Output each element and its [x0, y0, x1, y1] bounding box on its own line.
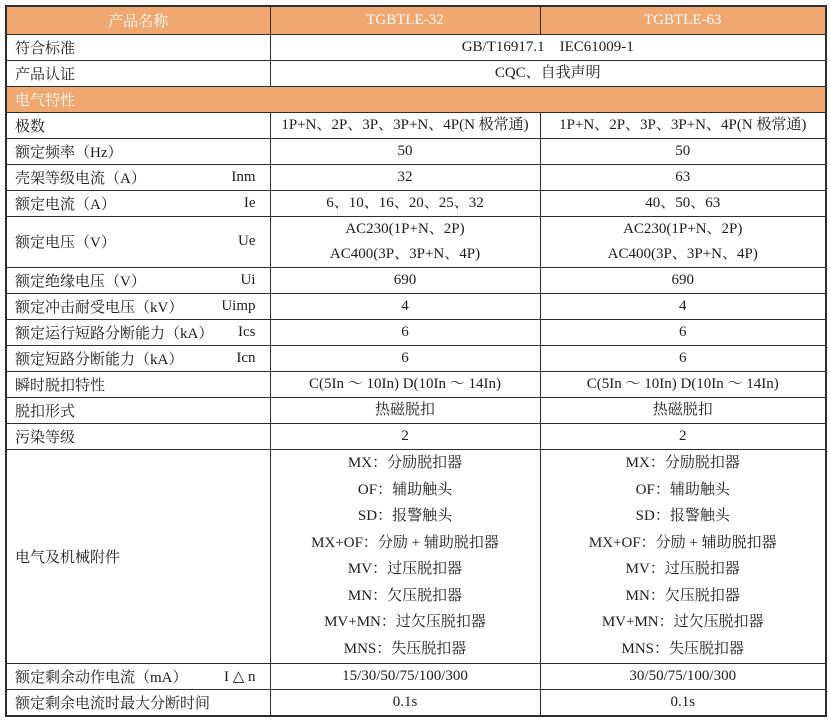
value-cell: [540, 216, 826, 267]
value-line: 热磁脱扣: [374, 401, 435, 418]
row-label-cell: [6, 423, 270, 449]
value-line: 4: [401, 297, 409, 314]
value-cell: [270, 345, 540, 371]
value-cell: [270, 319, 540, 345]
header-model-tgbtle-32: TGBTLE-32: [270, 6, 540, 34]
table-row: [6, 449, 826, 663]
value-line: AC230(1P+N、2P): [623, 220, 743, 237]
table-header: [6, 6, 826, 34]
table-row: [6, 319, 826, 345]
value-line: MX：分励脱扣器: [625, 455, 740, 471]
header-model-tgbtle-63: TGBTLE-63: [540, 6, 826, 34]
value-line: CQC、自我声明: [494, 64, 601, 81]
value-line: MV+MN：过欠压脱扣器: [324, 614, 486, 630]
value-cell: [540, 397, 826, 423]
row-label: 额定电流（A）: [15, 196, 116, 213]
row-label: 额定剩余动作电流（mA）: [15, 669, 188, 686]
row-label-cell: [6, 397, 270, 423]
row-label: 额定短路分断能力（kA）: [15, 351, 184, 368]
row-label: 额定频率（Hz）: [15, 144, 123, 161]
value-cell: [270, 138, 540, 164]
value-line: 32: [397, 168, 413, 185]
row-label-wrap: [7, 193, 270, 214]
value-line: 4: [679, 297, 687, 314]
product-spec-table: [5, 5, 827, 717]
row-label-cell: [6, 293, 270, 319]
value-line: 1P+N、2P、3P、3P+N、4P(N 极常通): [281, 116, 529, 133]
row-label-cell: [6, 34, 270, 60]
row-label-cell: [6, 60, 270, 86]
row-label-wrap: [7, 115, 270, 136]
value-cell: [270, 689, 540, 716]
row-label: 脱扣形式: [15, 403, 76, 420]
row-label: 额定冲击耐受电压（kV）: [15, 299, 184, 316]
section-title: 电气特性: [6, 86, 826, 112]
value-line: AC230(1P+N、2P): [345, 220, 465, 237]
value-cell: [540, 449, 826, 663]
value-cell: [540, 319, 826, 345]
value-line: 6: [679, 349, 687, 366]
row-label-cell: [6, 689, 270, 716]
row-label-wrap: [7, 400, 270, 421]
row-label-cell: [6, 216, 270, 267]
row-label: 产品认证: [15, 66, 76, 83]
value-line: MX+OF：分励 + 辅助脱扣器: [311, 534, 499, 551]
value-cell: [270, 112, 540, 138]
row-label: 额定电压（V）: [15, 235, 116, 251]
value-line: 6: [679, 323, 687, 340]
table-row: [6, 86, 826, 112]
table-row: [6, 371, 826, 397]
table-row: [6, 397, 826, 423]
row-label-wrap: [7, 37, 270, 58]
row-label-cell: [6, 138, 270, 164]
value-cell: [540, 164, 826, 190]
row-label-wrap: [7, 348, 270, 369]
value-line: MN：欠压脱扣器: [347, 587, 463, 604]
value-line: AC400(3P、3P+N、4P): [329, 245, 481, 262]
value-cell: [540, 663, 826, 689]
row-symbol: Icn: [236, 349, 256, 366]
row-symbol: Ie: [243, 194, 256, 211]
table-row: [6, 138, 826, 164]
row-label: 符合标准: [15, 40, 76, 57]
value-line: MN：欠压脱扣器: [625, 587, 740, 604]
value-cell: [540, 293, 826, 319]
row-label: 极数: [15, 118, 46, 135]
value-cell: [540, 138, 826, 164]
value-cell: [270, 449, 540, 663]
row-label-cell: [6, 112, 270, 138]
row-label: 壳架等级电流（A）: [15, 170, 146, 187]
value-line: AC400(3P、3P+N、4P): [607, 245, 758, 262]
value-cell: [270, 293, 540, 319]
row-label-wrap: [7, 692, 270, 713]
row-label-wrap: [7, 63, 270, 84]
value-line: 30/50/75/100/300: [629, 667, 737, 684]
value-line: 6: [401, 323, 409, 340]
row-label-wrap: [7, 666, 270, 687]
value-line: MV+MN：过欠压脱扣器: [601, 614, 764, 630]
row-label-cell: [6, 190, 270, 216]
table-row: [6, 663, 826, 689]
value-line: MNS：失压脱扣器: [343, 640, 467, 657]
value-line: 0.1s: [670, 693, 696, 710]
row-label: 额定绝缘电压（V）: [15, 273, 146, 290]
value-cell: [270, 423, 540, 449]
value-cell: [540, 371, 826, 397]
row-label: 额定运行短路分断能力（kA）: [15, 325, 214, 342]
value-cell: [540, 112, 826, 138]
value-line: MV：过压脱扣器: [625, 561, 740, 577]
header-row: [6, 6, 826, 34]
value-line: 690: [393, 271, 417, 288]
value-line: 63: [675, 168, 691, 185]
table-body: [6, 34, 826, 716]
table-row: [6, 345, 826, 371]
row-label-cell: [6, 371, 270, 397]
value-cell: [270, 216, 540, 267]
table-row: [6, 216, 826, 267]
table-row: [6, 190, 826, 216]
row-label-wrap: [7, 141, 270, 162]
row-label-cell: [6, 164, 270, 190]
row-label-wrap: [7, 231, 270, 252]
value-cell: [540, 345, 826, 371]
value-line: 50: [675, 142, 691, 159]
value-line: OF：辅助触头: [357, 481, 453, 498]
row-symbol: Uimp: [221, 297, 256, 314]
value-cell: [270, 267, 540, 293]
value-cell: [270, 164, 540, 190]
value-cell: [270, 34, 826, 60]
row-label-cell: [6, 267, 270, 293]
value-line: 2: [401, 427, 409, 444]
row-label: 瞬时脱扣特性: [15, 377, 106, 394]
value-line: 2: [679, 427, 687, 444]
value-line: SD：报警触头: [635, 508, 730, 524]
row-label-wrap: [7, 546, 270, 567]
value-cell: [270, 397, 540, 423]
row-label-cell: [6, 449, 270, 663]
row-symbol: Ue: [238, 233, 256, 249]
row-symbol: Inm: [231, 168, 256, 185]
value-line: 50: [397, 142, 413, 159]
row-symbol: Ics: [238, 323, 256, 340]
row-label-wrap: [7, 322, 270, 343]
table-row: [6, 689, 826, 716]
table-row: [6, 267, 826, 293]
table-row: [6, 423, 826, 449]
value-line: 0.1s: [392, 693, 418, 710]
value-line: MX：分励脱扣器: [347, 455, 463, 471]
value-line: MX+OF：分励 + 辅助脱扣器: [588, 534, 777, 551]
value-line: C(5In ～ 10In) D(10In ～ 14In): [586, 375, 779, 392]
row-symbol: I △ n: [223, 668, 256, 685]
table-row: [6, 164, 826, 190]
value-cell: [270, 190, 540, 216]
value-line: OF：辅助触头: [635, 481, 730, 498]
table-row: [6, 293, 826, 319]
value-cell: [540, 190, 826, 216]
table-row: [6, 34, 826, 60]
value-line: 热磁脱扣: [652, 401, 713, 418]
value-line: 6、10、16、20、25、32: [326, 194, 484, 211]
value-line: 40、50、63: [645, 194, 721, 211]
row-label: 电气及机械附件: [15, 549, 121, 566]
value-line: 6: [401, 349, 409, 366]
row-label: 额定剩余电流时最大分断时间: [15, 695, 211, 712]
value-line: 1P+N、2P、3P、3P+N、4P(N 极常通): [559, 116, 807, 133]
row-label-cell: [6, 663, 270, 689]
value-line: 690: [671, 271, 694, 288]
table-row: [6, 112, 826, 138]
value-cell: [540, 423, 826, 449]
row-label-wrap: [7, 374, 270, 395]
row-label-cell: [6, 345, 270, 371]
value-cell: [270, 663, 540, 689]
row-symbol: Ui: [240, 271, 256, 288]
table-row: [6, 60, 826, 86]
row-label-wrap: [7, 167, 270, 188]
row-label: 污染等级: [15, 429, 76, 446]
value-line: SD：报警触头: [357, 508, 453, 524]
value-cell: [540, 267, 826, 293]
row-label-wrap: [7, 270, 270, 291]
value-cell: [270, 60, 826, 86]
value-cell: [540, 689, 826, 716]
row-label-cell: [6, 319, 270, 345]
value-line: C(5In ～ 10In) D(10In ～ 14In): [308, 375, 502, 392]
value-line: MV：过压脱扣器: [347, 561, 463, 577]
value-line: MNS：失压脱扣器: [621, 640, 744, 657]
row-label-wrap: [7, 296, 270, 317]
value-line: 15/30/50/75/100/300: [342, 667, 468, 684]
value-line: GB/T16917.1 IEC61009-1: [461, 38, 634, 55]
header-product-name: 产品名称: [6, 6, 270, 34]
value-cell: [270, 371, 540, 397]
row-label-wrap: [7, 426, 270, 447]
